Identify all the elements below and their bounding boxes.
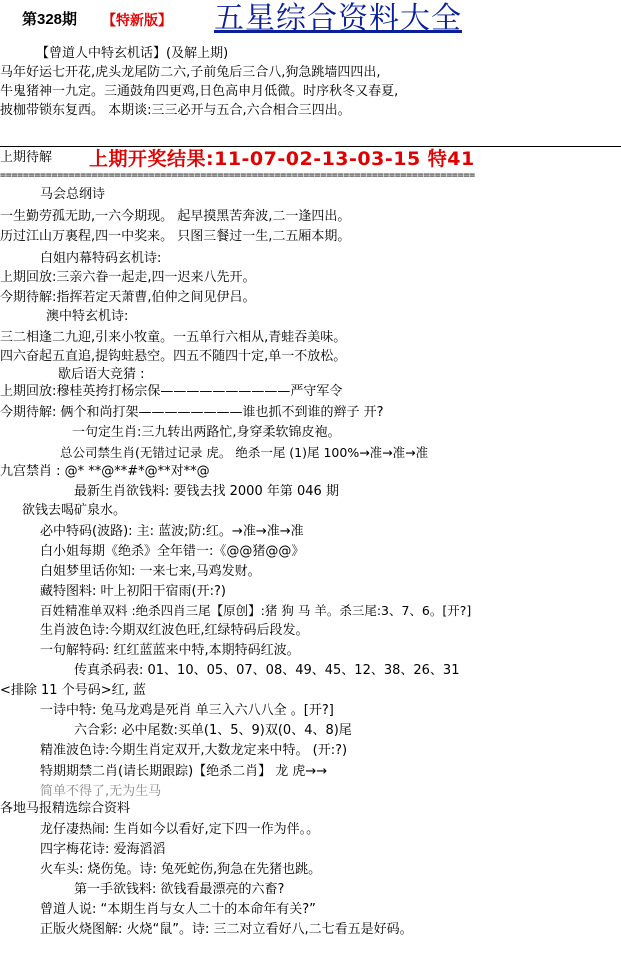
text-line: 简单不得了,无为生马: [40, 784, 162, 799]
text-line: 历过江山万裏程,四一中奖来。 只图三餐过一生,二五厢本期。: [0, 229, 351, 244]
separator-line: ===================================================================================: [0, 170, 475, 181]
text-line: 马会总纲诗: [40, 187, 106, 202]
text-line: 四字梅花诗: 爱海滔滔: [40, 842, 166, 857]
text-line: 白姐梦里话你知: 一来七来,马鸡发财。: [40, 564, 261, 579]
text-line: 特期期禁二肖(请长期跟踪)【绝杀二肖】 龙 虎→→: [40, 764, 328, 779]
text-line: 澳中特玄机诗:: [46, 309, 129, 324]
text-line: 藏特图料: 叶上初阳干宿雨(开:?): [40, 584, 226, 599]
text-line: 上期回放:三亲六眷一起走,四一迟来八先开。: [0, 270, 256, 285]
poem-heading: 【曾道人中特玄机话】(及解上期): [36, 46, 229, 61]
last-draw-result: 上期开奖结果:11-07-02-13-03-15 特41: [89, 148, 475, 170]
text-line: 龙仔凄热闹: 生肖如今以看好,定下四一作为伴。。: [40, 822, 320, 837]
issue-number: 第328期: [22, 11, 78, 28]
text-line: 百姓精准单双料 :绝杀四肖三尾【原创】:猪 狗 马 羊。杀三尾:3、7、6。[开?]: [40, 603, 472, 618]
poem-line-1: 马年好运七开花,虎头龙尾防二六,子前兔后三合八,狗急跳墙四四出,: [0, 65, 381, 80]
text-line: 曾道人说: “本期生肖与女人二十的本命年有关?”: [40, 902, 316, 917]
text-line: 总公司禁生肖(无错过记录 虎。 绝杀一尾 (1)尾 100%→准→准→准: [60, 445, 429, 460]
poem-line-3: 披枷带锁东复西。 本期谈:三三必开与五合,六合相合三四出。: [0, 103, 351, 118]
text-line: 第一手欲钱料: 欲钱看最漂亮的六畜?: [74, 882, 285, 897]
text-line: 最新生肖欲钱料: 要钱去找 2000 年第 046 期: [74, 484, 339, 499]
text-line: 上期回放:穆桂英挎打杨宗保——————————严守军令: [0, 384, 343, 399]
text-line: 三二相逢二九迎,引来小牧童。一五单行六相从,青蛙吞美味。: [0, 330, 347, 345]
page-title: 五星综合资料大全: [214, 1, 462, 36]
text-line: 一句解特码: 红红蓝蓝来中特,本期特码红波。: [40, 643, 300, 658]
poem-line-2: 牛鬼猪神一九定。三通鼓角四更鸡,日色高申月低微。时序秋冬又春夏,: [0, 84, 399, 99]
text-line: 一句定生肖:三九转出两路忙,身穿柔软锦皮袍。: [72, 425, 341, 440]
pending-label: 上期待解: [0, 150, 53, 165]
text-line: 生肖波色诗:今期双红波色旺,红绿特码后段发。: [40, 623, 309, 638]
text-line: 六合彩: 必中尾数:买单(1、5、9)双(0、4、8)尾: [74, 723, 352, 738]
text-line: 精准波色诗:今期生肖定双开,大数龙定来中特。 (开:?): [40, 743, 348, 758]
text-line: 一诗中特: 兔马龙鸡是死肖 单三入六八八全 。[开?]: [40, 703, 334, 718]
text-line: 今期待解: 俩个和尚打架————————谁也抓不到谁的辫子 开?: [0, 405, 384, 420]
text-line: 白小姐每期《绝杀》全年错一:《@@猪@@》: [40, 544, 305, 559]
text-line: 传真杀码表: 01、10、05、07、08、49、45、12、38、26、31: [74, 663, 460, 678]
text-line: 九宫禁肖 : @* **@**#*@**对**@: [0, 464, 210, 479]
edition-badge: 【特新版】: [102, 13, 172, 29]
text-line: 白姐内幕特码玄机诗:: [40, 251, 162, 266]
text-line: <排除 11 个号码>红, 蓝: [0, 683, 146, 698]
text-line: 欲钱去喝矿泉水。: [22, 503, 127, 518]
text-line: 火车头: 烧伤兔。诗: 兔死蛇伤,狗急在先猪也跳。: [40, 862, 322, 877]
text-line: 必中特码(波路): 主: 蓝波;防:红。→准→准→准: [40, 524, 304, 539]
text-line: 各地马报精选综合资料: [0, 801, 131, 816]
text-line: 四六奋起五直追,提钩蛀悬空。四五不随四十定,单一不放松。: [0, 349, 347, 364]
text-line: 一生勤劳孤无助,一六今期现。 起早摸黑苦奔波,二一逢四出。: [0, 209, 351, 224]
text-line: 今期待解:指挥若定天萧曹,伯仲之间见伊吕。: [0, 290, 256, 305]
text-line: 正版火烧图解: 火烧“鼠”。诗: 三二对立看好八,二七看五是好码。: [40, 922, 413, 937]
text-line: 歇后语大竞猜 :: [58, 367, 145, 382]
